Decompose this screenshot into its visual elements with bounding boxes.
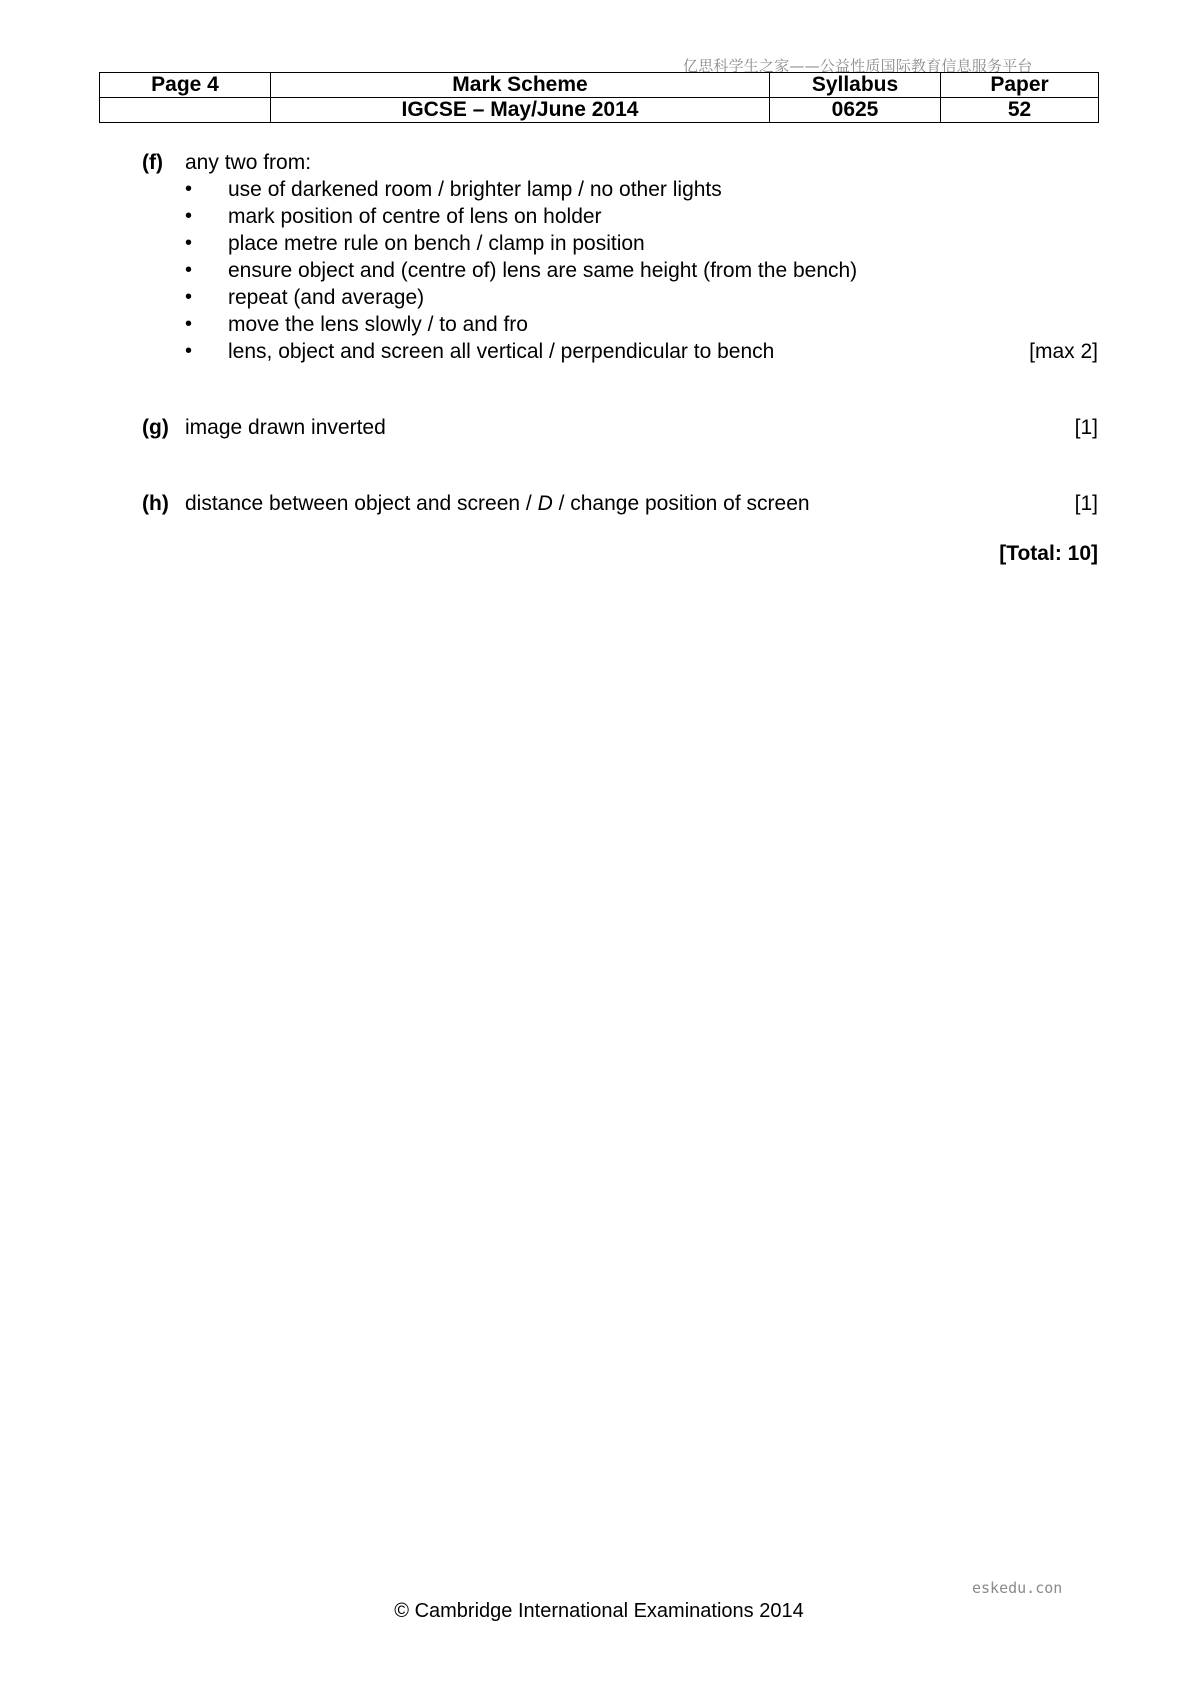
part-f-bullet-2: mark position of centre of lens on holder	[228, 205, 602, 228]
part-f-bullet-6: move the lens slowly / to and fro	[228, 313, 528, 336]
part-f-intro: any two from:	[185, 151, 312, 174]
part-h-text-after: / change position of screen	[552, 492, 810, 515]
part-g-text: image drawn inverted	[185, 416, 386, 439]
part-h-mark: [1]	[1074, 492, 1098, 515]
part-f-label: (f)	[142, 151, 163, 174]
bullet-icon: •	[185, 286, 193, 308]
bullet-icon: •	[185, 340, 193, 362]
part-f-bullet-5: repeat (and average)	[228, 286, 425, 309]
part-h-text-before: distance between object and screen /	[185, 492, 538, 515]
bullet-icon: •	[185, 259, 193, 281]
bullet-icon: •	[185, 232, 193, 254]
header-empty-cell	[100, 98, 271, 123]
header-row-1	[100, 73, 1099, 98]
bullet-icon: •	[185, 313, 193, 335]
header-page: Page 4	[100, 73, 271, 98]
bullet-icon: •	[185, 205, 193, 227]
part-f-bullet-4: ensure object and (centre of) lens are same height (from the bench)	[228, 259, 858, 282]
part-h-label: (h)	[142, 492, 169, 515]
header-paper-number: 52	[941, 98, 1099, 123]
bullet-icon: •	[185, 178, 193, 200]
header-row-2	[100, 98, 1099, 123]
part-g-mark: [1]	[1074, 416, 1098, 439]
part-f-bullet-1: use of darkened room / brighter lamp / no other lights	[228, 178, 722, 201]
header-paper: Paper	[941, 73, 1099, 98]
watermark-bottom-text: eskedu.con	[972, 1579, 1063, 1597]
part-g-label: (g)	[142, 416, 169, 439]
part-h-text	[185, 492, 810, 516]
header-exam-session: IGCSE – May/June 2014	[271, 98, 770, 123]
watermark-top-text: 亿思科学生之家——公益性质国际教育信息服务平台	[683, 57, 1033, 75]
part-f-mark: [max 2]	[1029, 340, 1098, 363]
header-syllabus-code: 0625	[770, 98, 941, 123]
part-h-text-italic: D	[537, 492, 553, 515]
footer-copyright: © Cambridge International Examinations 2014	[394, 1600, 804, 1622]
header-mark-scheme: Mark Scheme	[271, 73, 770, 98]
header-table	[99, 72, 1099, 123]
question-total: [Total: 10]	[999, 542, 1098, 565]
part-f-bullet-3: place metre rule on bench / clamp in position	[228, 232, 645, 255]
header-syllabus: Syllabus	[770, 73, 941, 98]
part-f-bullet-7: lens, object and screen all vertical / perpendicular to bench	[228, 340, 775, 363]
